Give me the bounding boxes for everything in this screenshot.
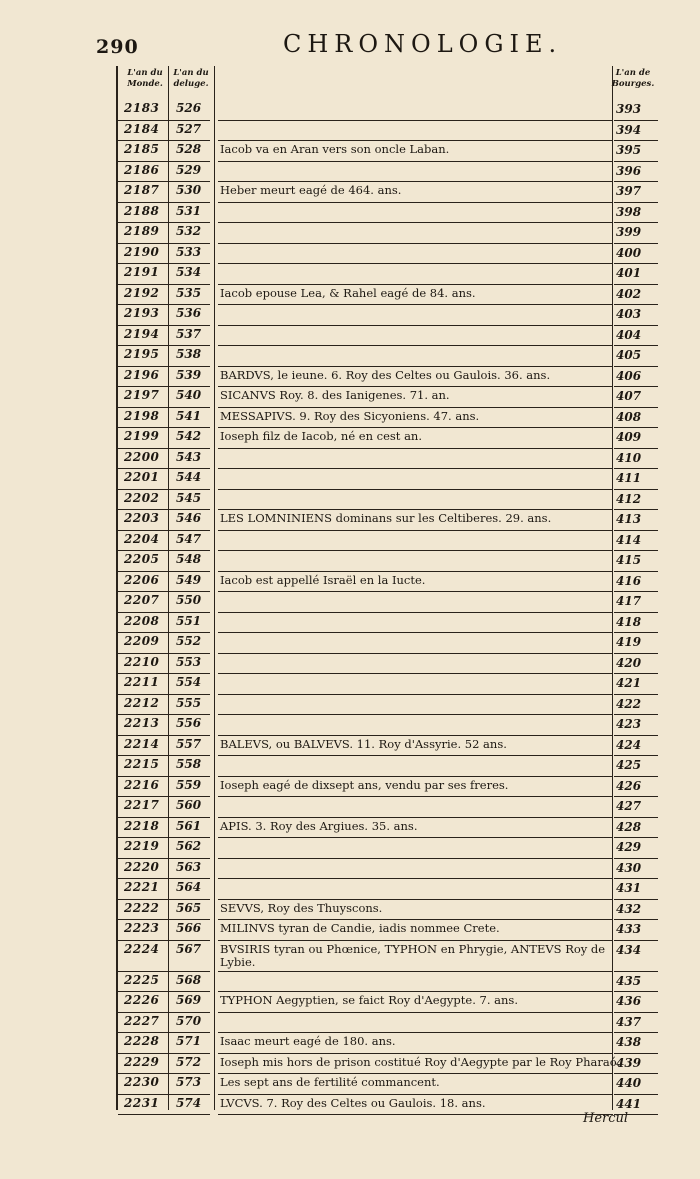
annee-deluge: 558 — [176, 757, 202, 771]
annee-bourges: 438 — [616, 1035, 642, 1049]
table-row — [118, 972, 658, 993]
annee-bourges: 417 — [616, 594, 642, 608]
annee-bourges: 393 — [616, 102, 642, 116]
annee-monde: 2187 — [124, 183, 160, 197]
event-text: Iacob est appellé Israël en la Iucte. — [220, 572, 426, 587]
event-text: SICANVS Roy. 8. des Ianigenes. 71. an. — [220, 388, 450, 402]
annee-bourges: 409 — [616, 430, 642, 444]
annee-bourges: 422 — [616, 696, 642, 711]
event-text: BVSIRIS tyran ou Phœnice, TYPHON en Phrygie, ANTEVS Roy de Lybie. — [220, 941, 606, 969]
annee-bourges: 418 — [616, 614, 642, 629]
annee-deluge: 561 — [176, 818, 202, 833]
annee-bourges: 416 — [616, 573, 642, 588]
annee-deluge: 529 — [176, 162, 202, 177]
annee-monde: 2197 — [124, 388, 160, 402]
annee-deluge: 560 — [176, 798, 202, 812]
annee-bourges: 396 — [616, 163, 642, 178]
annee-monde: 2198 — [124, 408, 160, 423]
annee-monde: 2230 — [124, 1075, 160, 1089]
annee-monde: 2185 — [124, 142, 160, 156]
annee-bourges: 401 — [616, 266, 642, 280]
annee-bourges: 428 — [616, 819, 642, 834]
table-row — [118, 387, 658, 408]
annee-monde: 2210 — [124, 654, 160, 669]
annee-monde: 2211 — [124, 675, 160, 689]
table-row — [118, 695, 658, 716]
table-row — [118, 797, 658, 818]
annee-monde: 2222 — [124, 900, 160, 915]
table-row — [118, 182, 658, 203]
annee-deluge: 544 — [176, 470, 202, 484]
annee-monde: 2184 — [124, 121, 160, 136]
annee-bourges: 407 — [616, 389, 642, 403]
annee-monde: 2224 — [124, 941, 160, 956]
annee-bourges: 412 — [616, 491, 642, 506]
annee-monde: 2221 — [124, 880, 160, 894]
annee-deluge: 539 — [176, 367, 202, 382]
annee-bourges: 420 — [616, 655, 642, 670]
annee-monde: 2190 — [124, 244, 160, 259]
annee-deluge: 567 — [176, 941, 202, 956]
annee-deluge: 526 — [176, 101, 202, 115]
event-text: Ioseph mis hors de prison costitué Roy d'Aegypte par le Roy Pharaó. — [220, 1054, 621, 1069]
table-row — [118, 305, 658, 326]
annee-bourges: 406 — [616, 368, 642, 383]
annee-deluge: 553 — [176, 654, 202, 669]
annee-deluge: 540 — [176, 388, 202, 402]
annee-monde: 2216 — [124, 777, 160, 792]
table-row — [118, 223, 658, 244]
annee-deluge: 548 — [176, 552, 202, 566]
event-text: MILINVS tyran de Candie, iadis nommee Crete. — [220, 921, 500, 935]
table-row — [118, 941, 658, 972]
annee-bourges: 421 — [616, 676, 642, 690]
annee-monde: 2231 — [124, 1095, 160, 1110]
annee-deluge: 530 — [176, 183, 202, 197]
annee-bourges: 402 — [616, 286, 642, 301]
annee-bourges: 437 — [616, 1014, 642, 1029]
annee-deluge: 551 — [176, 613, 202, 628]
table-row — [118, 572, 658, 593]
annee-deluge: 564 — [176, 880, 202, 894]
annee-bourges: 419 — [616, 635, 642, 649]
annee-monde: 2228 — [124, 1034, 160, 1048]
annee-deluge: 565 — [176, 900, 202, 915]
annee-deluge: 572 — [176, 1054, 202, 1069]
annee-deluge: 550 — [176, 593, 202, 607]
table-row — [118, 408, 658, 429]
table-row — [118, 510, 658, 531]
annee-deluge: 541 — [176, 408, 202, 423]
annee-bourges: 436 — [616, 994, 642, 1008]
header-annee-monde: L'an du Monde. — [127, 68, 163, 89]
table-row — [118, 1074, 658, 1095]
table-row — [118, 736, 658, 757]
annee-bourges: 398 — [616, 204, 642, 219]
annee-deluge: 570 — [176, 1013, 202, 1028]
table-row — [118, 992, 658, 1013]
annee-deluge: 547 — [176, 531, 202, 546]
annee-monde: 2223 — [124, 921, 160, 935]
table-row — [118, 633, 658, 654]
annee-deluge: 542 — [176, 429, 202, 443]
table-row — [118, 879, 658, 900]
running-title: CHRONOLOGIE. — [283, 30, 563, 58]
event-text: Heber meurt eagé de 464. ans. — [220, 183, 402, 197]
annee-deluge: 554 — [176, 675, 202, 689]
annee-bourges: 411 — [616, 471, 642, 485]
annee-deluge: 536 — [176, 306, 202, 320]
annee-deluge: 543 — [176, 449, 202, 464]
table-row — [118, 859, 658, 880]
table-row — [118, 285, 658, 306]
annee-deluge: 531 — [176, 203, 202, 218]
annee-deluge: 557 — [176, 736, 202, 751]
table-row — [118, 613, 658, 634]
annee-monde: 2226 — [124, 993, 160, 1007]
annee-bourges: 414 — [616, 532, 642, 547]
row-rule — [218, 1114, 613, 1115]
annee-deluge: 552 — [176, 634, 202, 648]
annee-monde: 2200 — [124, 449, 160, 464]
annee-deluge: 574 — [176, 1095, 202, 1110]
annee-bourges: 405 — [616, 348, 642, 362]
table-row — [118, 900, 658, 921]
annee-deluge: 559 — [176, 777, 202, 792]
annee-deluge: 555 — [176, 695, 202, 710]
annee-bourges: 440 — [616, 1076, 642, 1090]
table-row — [118, 777, 658, 798]
annee-monde: 2218 — [124, 818, 160, 833]
annee-monde: 2193 — [124, 306, 160, 320]
row-rule — [118, 1114, 210, 1115]
annee-bourges: 408 — [616, 409, 642, 424]
table-row — [118, 1033, 658, 1054]
annee-deluge: 527 — [176, 121, 202, 136]
event-text: APIS. 3. Roy des Argiues. 35. ans. — [220, 818, 418, 833]
annee-bourges: 424 — [616, 737, 642, 752]
annee-bourges: 400 — [616, 245, 642, 260]
annee-monde: 2188 — [124, 203, 160, 218]
annee-deluge: 549 — [176, 572, 202, 587]
event-text: MESSAPIVS. 9. Roy des Sicyoniens. 47. ans. — [220, 408, 480, 423]
table-row — [118, 715, 658, 736]
table-row — [118, 100, 658, 121]
annee-deluge: 535 — [176, 285, 202, 300]
annee-deluge: 546 — [176, 511, 202, 525]
annee-deluge: 562 — [176, 839, 202, 853]
annee-monde: 2201 — [124, 470, 160, 484]
annee-bourges: 427 — [616, 799, 642, 813]
annee-monde: 2212 — [124, 695, 160, 710]
table-row — [118, 203, 658, 224]
annee-monde: 2192 — [124, 285, 160, 300]
annee-monde: 2208 — [124, 613, 160, 628]
annee-deluge: 571 — [176, 1034, 202, 1048]
annee-monde: 2219 — [124, 839, 160, 853]
table-row — [118, 1095, 658, 1116]
event-text: Iacob epouse Lea, & Rahel eagé de 84. ans. — [220, 285, 476, 300]
annee-bourges: 399 — [616, 225, 642, 239]
annee-monde: 2209 — [124, 634, 160, 648]
table-row — [118, 449, 658, 470]
annee-deluge: 573 — [176, 1075, 202, 1089]
table-row — [118, 469, 658, 490]
annee-bourges: 410 — [616, 450, 642, 465]
annee-deluge: 568 — [176, 972, 202, 987]
annee-monde: 2186 — [124, 162, 160, 177]
table-row — [118, 818, 658, 839]
annee-monde: 2225 — [124, 972, 160, 987]
annee-monde: 2205 — [124, 552, 160, 566]
table-row — [118, 654, 658, 675]
annee-deluge: 563 — [176, 859, 202, 874]
event-text: Iacob va en Aran vers son oncle Laban. — [220, 142, 450, 156]
annee-bourges: 431 — [616, 881, 642, 895]
header-annee-bourges: L'an de Bourges. — [611, 68, 655, 89]
table-row — [118, 838, 658, 859]
annee-monde: 2227 — [124, 1013, 160, 1028]
table-row — [118, 244, 658, 265]
table-row — [118, 592, 658, 613]
table-row — [118, 551, 658, 572]
annee-deluge: 569 — [176, 993, 202, 1007]
annee-bourges: 430 — [616, 860, 642, 875]
annee-bourges: 395 — [616, 143, 642, 157]
annee-bourges: 441 — [616, 1096, 642, 1111]
chronology-table — [116, 66, 658, 1110]
table-row — [118, 1054, 658, 1075]
annee-deluge: 566 — [176, 921, 202, 935]
table-row — [118, 326, 658, 347]
table-row — [118, 428, 658, 449]
annee-monde: 2229 — [124, 1054, 160, 1069]
table-row — [118, 674, 658, 695]
table-row — [118, 756, 658, 777]
annee-monde: 2183 — [124, 101, 160, 115]
annee-bourges: 426 — [616, 778, 642, 793]
annee-deluge: 533 — [176, 244, 202, 259]
annee-deluge: 534 — [176, 265, 202, 279]
annee-monde: 2199 — [124, 429, 160, 443]
table-row — [118, 141, 658, 162]
annee-bourges: 433 — [616, 922, 642, 936]
annee-deluge: 545 — [176, 490, 202, 505]
annee-bourges: 432 — [616, 901, 642, 916]
annee-deluge: 556 — [176, 716, 202, 730]
annee-monde: 2202 — [124, 490, 160, 505]
header-annee-deluge: L'an du deluge. — [173, 68, 209, 89]
table-row — [118, 490, 658, 511]
annee-monde: 2203 — [124, 511, 160, 525]
annee-monde: 2214 — [124, 736, 160, 751]
annee-monde: 2217 — [124, 798, 160, 812]
catchword: Hercul — [583, 1111, 629, 1126]
event-text: Ioseph filz de Iacob, né en cest an. — [220, 429, 422, 443]
table-row — [118, 162, 658, 183]
table-row — [118, 531, 658, 552]
annee-bourges: 415 — [616, 553, 642, 567]
table-row — [118, 264, 658, 285]
table-row — [118, 920, 658, 941]
annee-bourges: 413 — [616, 512, 642, 526]
annee-bourges: 435 — [616, 973, 642, 988]
annee-monde: 2207 — [124, 593, 160, 607]
annee-monde: 2206 — [124, 572, 160, 587]
annee-monde: 2215 — [124, 757, 160, 771]
annee-monde: 2220 — [124, 859, 160, 874]
table-row — [118, 121, 658, 142]
annee-monde: 2189 — [124, 224, 160, 238]
annee-bourges: 439 — [616, 1055, 642, 1070]
event-text: BALEVS, ou BALVEVS. 11. Roy d'Assyrie. 52 ans. — [220, 736, 507, 751]
annee-bourges: 434 — [616, 942, 642, 957]
annee-monde: 2196 — [124, 367, 160, 382]
page-number: 290 — [96, 36, 139, 58]
table-row — [118, 367, 658, 388]
event-text: TYPHON Aegyptien, se faict Roy d'Aegypte. 7. ans. — [220, 993, 518, 1007]
annee-bourges: 425 — [616, 758, 642, 772]
annee-monde: 2194 — [124, 326, 160, 341]
annee-deluge: 532 — [176, 224, 202, 238]
annee-bourges: 404 — [616, 327, 642, 342]
annee-monde: 2195 — [124, 347, 160, 361]
event-text: Isaac meurt eagé de 180. ans. — [220, 1034, 396, 1048]
annee-bourges: 403 — [616, 307, 642, 321]
event-text: LES LOMNINIENS dominans sur les Celtiberes. 29. ans. — [220, 511, 552, 525]
annee-monde: 2213 — [124, 716, 160, 730]
event-text: LVCVS. 7. Roy des Celtes ou Gaulois. 18. ans. — [220, 1095, 486, 1110]
table-row — [118, 1013, 658, 1034]
event-text: Ioseph eagé de dixsept ans, vendu par ses freres. — [220, 777, 509, 792]
annee-bourges: 429 — [616, 840, 642, 854]
annee-deluge: 538 — [176, 347, 202, 361]
annee-bourges: 423 — [616, 717, 642, 731]
event-text: Les sept ans de fertilité commancent. — [220, 1075, 440, 1089]
table-row — [118, 346, 658, 367]
annee-monde: 2204 — [124, 531, 160, 546]
annee-deluge: 537 — [176, 326, 202, 341]
annee-bourges: 397 — [616, 184, 642, 198]
annee-bourges: 394 — [616, 122, 642, 137]
annee-deluge: 528 — [176, 142, 202, 156]
event-text: SEVVS, Roy des Thuyscons. — [220, 900, 383, 915]
event-text: BARDVS, le ieune. 6. Roy des Celtes ou Gaulois. 36. ans. — [220, 367, 551, 382]
annee-monde: 2191 — [124, 265, 160, 279]
table-header — [118, 66, 658, 100]
